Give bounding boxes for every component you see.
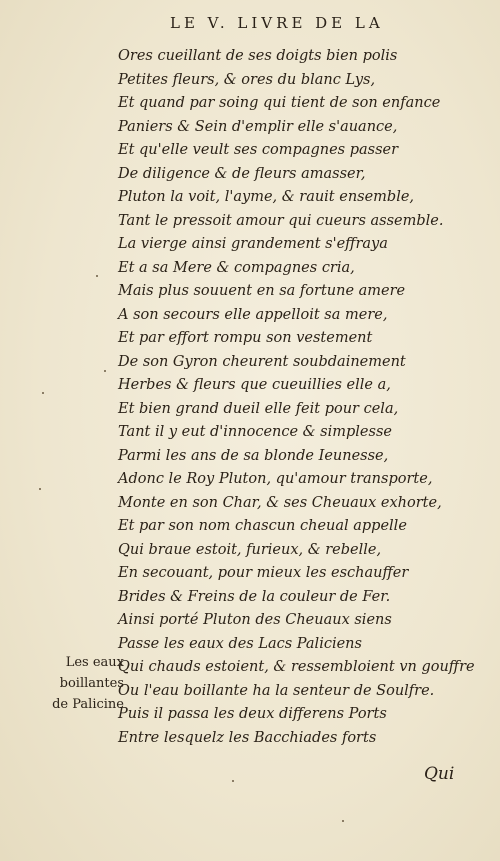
verse-line: Passe les eaux des Lacs Paliciens: [118, 635, 362, 652]
verse-line: Herbes & fleurs que cueuillies elle a,: [118, 377, 391, 393]
verse-line: Brides & Freins de la couleur de Fer.: [118, 588, 391, 605]
ink-speck: [104, 370, 106, 372]
marginal-note-line: de Palicine: [52, 697, 124, 712]
verse-line: Qui braue estoit, furieux, & rebelle,: [118, 541, 382, 558]
verse-line: Mais plus souuent en sa fortune amere: [118, 283, 406, 299]
verse-line: Et par son nom chascun cheual appelle: [118, 518, 407, 534]
verse-line: Et bien grand dueil elle feit pour cela,: [118, 400, 399, 417]
ink-speck: [232, 780, 234, 782]
verse-line: Et qu'elle veult ses compagnes passer: [118, 142, 399, 158]
running-head: LE V. LIVRE DE LA: [170, 14, 384, 32]
ink-speck: [42, 392, 44, 394]
verse-line: Ainsi porté Pluton des Cheuaux siens: [118, 612, 392, 628]
verse-line: Ou l'eau boillante ha la senteur de Soulfre.: [118, 682, 435, 699]
verse-line: Et quand par soing qui tient de son enfance: [118, 95, 441, 111]
verse-line: Paniers & Sein d'emplir elle s'auance,: [118, 118, 398, 135]
ink-speck: [342, 820, 344, 822]
verse-line: Puis il passa les deux differens Ports: [118, 706, 387, 722]
verse-line: De son Gyron cheurent soubdainement: [118, 353, 406, 370]
ink-speck: [96, 275, 98, 277]
verse-line: Et par effort rompu son vestement: [118, 330, 373, 346]
verse-line: Tant il y eut d'innocence & simplesse: [118, 424, 392, 440]
verse-line: Pluton la voit, l'ayme, & rauit ensemble,: [118, 189, 415, 205]
verse-line: Parmi les ans de sa blonde Ieunesse,: [118, 447, 389, 464]
catchword: Qui: [424, 764, 455, 784]
verse-line: Et a sa Mere & compagnes cria,: [118, 259, 355, 276]
marginal-note-line: boillantes: [59, 676, 124, 691]
verse-line: Entre lesquelz les Bacchiades forts: [118, 729, 377, 746]
marginal-note-line: Les eaux: [65, 655, 124, 670]
marginal-note: [28, 652, 124, 715]
poem-text: [118, 45, 493, 750]
verse-line: Ores cueillant de ses doigts bien polis: [118, 48, 398, 64]
verse-line: Adonc le Roy Pluton, qu'amour transporte,: [118, 471, 433, 487]
verse-line: Monte en son Char, & ses Cheuaux exhorte,: [118, 494, 442, 511]
ink-speck: [39, 488, 41, 490]
verse-line: Tant le pressoit amour qui cueurs assemble.: [118, 212, 444, 229]
verse-line: Qui chauds estoient, & ressembloient vn gouffre: [118, 659, 475, 675]
verse-line: Petites fleurs, & ores du blanc Lys,: [118, 71, 376, 88]
verse-line: La vierge ainsi grandement s'effraya: [118, 236, 388, 252]
verse-line: A son secours elle appelloit sa mere,: [118, 306, 388, 323]
verse-line: De diligence & de fleurs amasser,: [118, 165, 366, 182]
verse-line: En secouant, pour mieux les eschauffer: [118, 565, 409, 581]
